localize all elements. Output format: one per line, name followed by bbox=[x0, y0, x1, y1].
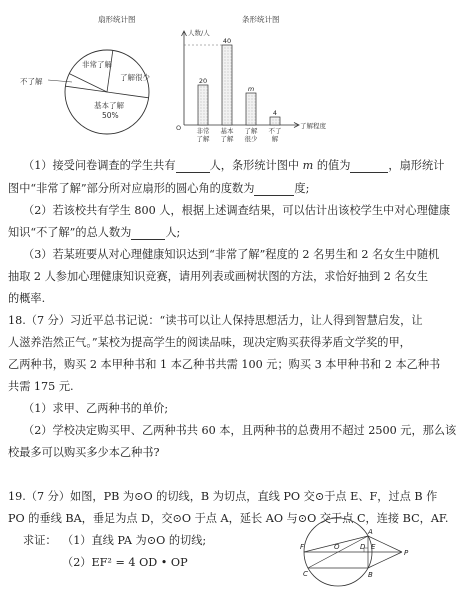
pie-label-basic: 基本了解 bbox=[94, 101, 124, 110]
answer-blank bbox=[176, 161, 210, 173]
bar bbox=[246, 93, 256, 125]
answer-blank bbox=[254, 184, 294, 196]
label-b: B bbox=[368, 571, 373, 579]
bar-value-label: 4 bbox=[272, 109, 278, 117]
pie-chart-title: 扇形统计图 bbox=[98, 15, 136, 24]
label-f: F bbox=[300, 543, 305, 551]
q17-part1-line2: 图中“非常了解”部分所对应扇形的圆心角的度数为 度; bbox=[8, 182, 310, 195]
bar-category-label: 不了 bbox=[268, 127, 282, 135]
label-p: P bbox=[404, 549, 409, 557]
bar-value-label: 20 bbox=[198, 77, 208, 85]
pie-label-very: 非常了解 bbox=[82, 60, 112, 69]
q18-line2: 人滋养浩然正气。”某校为提高学生的阅读品味，现决定购买获得茅盾文学奖的甲， bbox=[8, 336, 411, 349]
label-a: A bbox=[368, 528, 373, 536]
bar-category-label: 很少 bbox=[244, 135, 258, 143]
label-o: O bbox=[334, 543, 340, 551]
bar bbox=[270, 117, 280, 125]
bar-value-label: m bbox=[247, 85, 255, 93]
bar-origin-label: O bbox=[176, 124, 182, 132]
bar-chart bbox=[170, 20, 370, 145]
bar-category-label: 了解 bbox=[220, 135, 234, 143]
bar-category-label: 了解 bbox=[244, 127, 258, 135]
q18-line4: 共需 175 元. bbox=[8, 380, 74, 393]
q19-line1: 19.（7 分）如图，PB 为⊙O 的切线，B 为切点，直线 PO 交⊙于点 E、F，过点 B 作 bbox=[8, 490, 438, 503]
bar-category-label: 非常 bbox=[196, 127, 210, 135]
q18-sub1: （1）求甲、乙两种书的单价; bbox=[23, 402, 169, 415]
pie-label-basic-pct: 50% bbox=[102, 111, 119, 120]
q18-line1: 18.（7 分）习近平总书记说：“读书可以让人保持思想活力，让人得到智慧启发，让 bbox=[8, 314, 423, 327]
tangent-pb bbox=[368, 552, 402, 568]
bar-category-label: 基本 bbox=[220, 127, 234, 135]
bar-category-label: 了解 bbox=[196, 135, 210, 143]
q19-line2: PO 的垂线 BA，垂足为点 D，交⊙O 于点 A，延长 AO 与⊙O 交于点 C，连接 BC，AF. bbox=[8, 512, 449, 525]
label-e: E bbox=[371, 543, 376, 551]
q17-part1-line1: （1）接受问卷调查的学生共有 人，条形统计图中 m 的值为 ，扇形统计 bbox=[23, 159, 445, 172]
q19-sub1: （1）直线 PA 为⊙O 的切线; bbox=[62, 534, 207, 547]
bar-x-axis-label: 了解程度 bbox=[300, 122, 326, 130]
q17-part3-line3: 的概率. bbox=[8, 292, 46, 305]
bar bbox=[198, 85, 208, 125]
label-c: C bbox=[303, 570, 308, 578]
q19-prove-label: 求证： bbox=[23, 534, 57, 547]
pie-label-none: 不了解 bbox=[20, 77, 43, 86]
bar-chart-title: 条形统计图 bbox=[242, 15, 280, 24]
pie-label-little: 了解很少 bbox=[120, 73, 150, 82]
answer-blank bbox=[350, 161, 388, 173]
q19-sub2: （2）EF² = 4 OD • OP bbox=[62, 556, 188, 569]
q18-line3: 乙两种书，购买 2 本甲种书和 1 本乙种书共需 100 元；购买 3 本甲种书和 2 本乙种书 bbox=[8, 358, 441, 371]
q17-part3-line2: 抽取 2 人参加心理健康知识竞赛，请用列表或画树状图的方法，求恰好抽到 2 名女生 bbox=[8, 270, 429, 283]
bar-category-label: 解 bbox=[271, 135, 279, 143]
q17-part2-line1: （2）若该校共有学生 800 人，根据上述调查结果，可以估计出该校学生中对心理健康 bbox=[23, 204, 451, 217]
bar bbox=[222, 45, 232, 125]
bar-value-label: 40 bbox=[222, 37, 232, 45]
q17-part2-line2: 知识“不了解”的总人数为 人; bbox=[8, 226, 181, 239]
geometry-figure bbox=[300, 508, 465, 596]
q18-sub2-line1: （2）学校决定购买甲、乙两种书共 60 本，且两种书的总费用不超过 2500 元，那么该 bbox=[23, 424, 457, 437]
q18-sub2-line2: 校最多可以购买多少本乙种书? bbox=[8, 446, 160, 459]
answer-blank bbox=[131, 228, 165, 240]
q17-part3-line1: （3）若某班要从对心理健康知识达到“非常了解”程度的 2 名男生和 2 名女生中随机 bbox=[23, 248, 440, 261]
bar-y-axis-label: 人数/人 bbox=[188, 29, 210, 37]
pie-chart bbox=[0, 0, 180, 150]
label-d: D bbox=[360, 543, 366, 551]
